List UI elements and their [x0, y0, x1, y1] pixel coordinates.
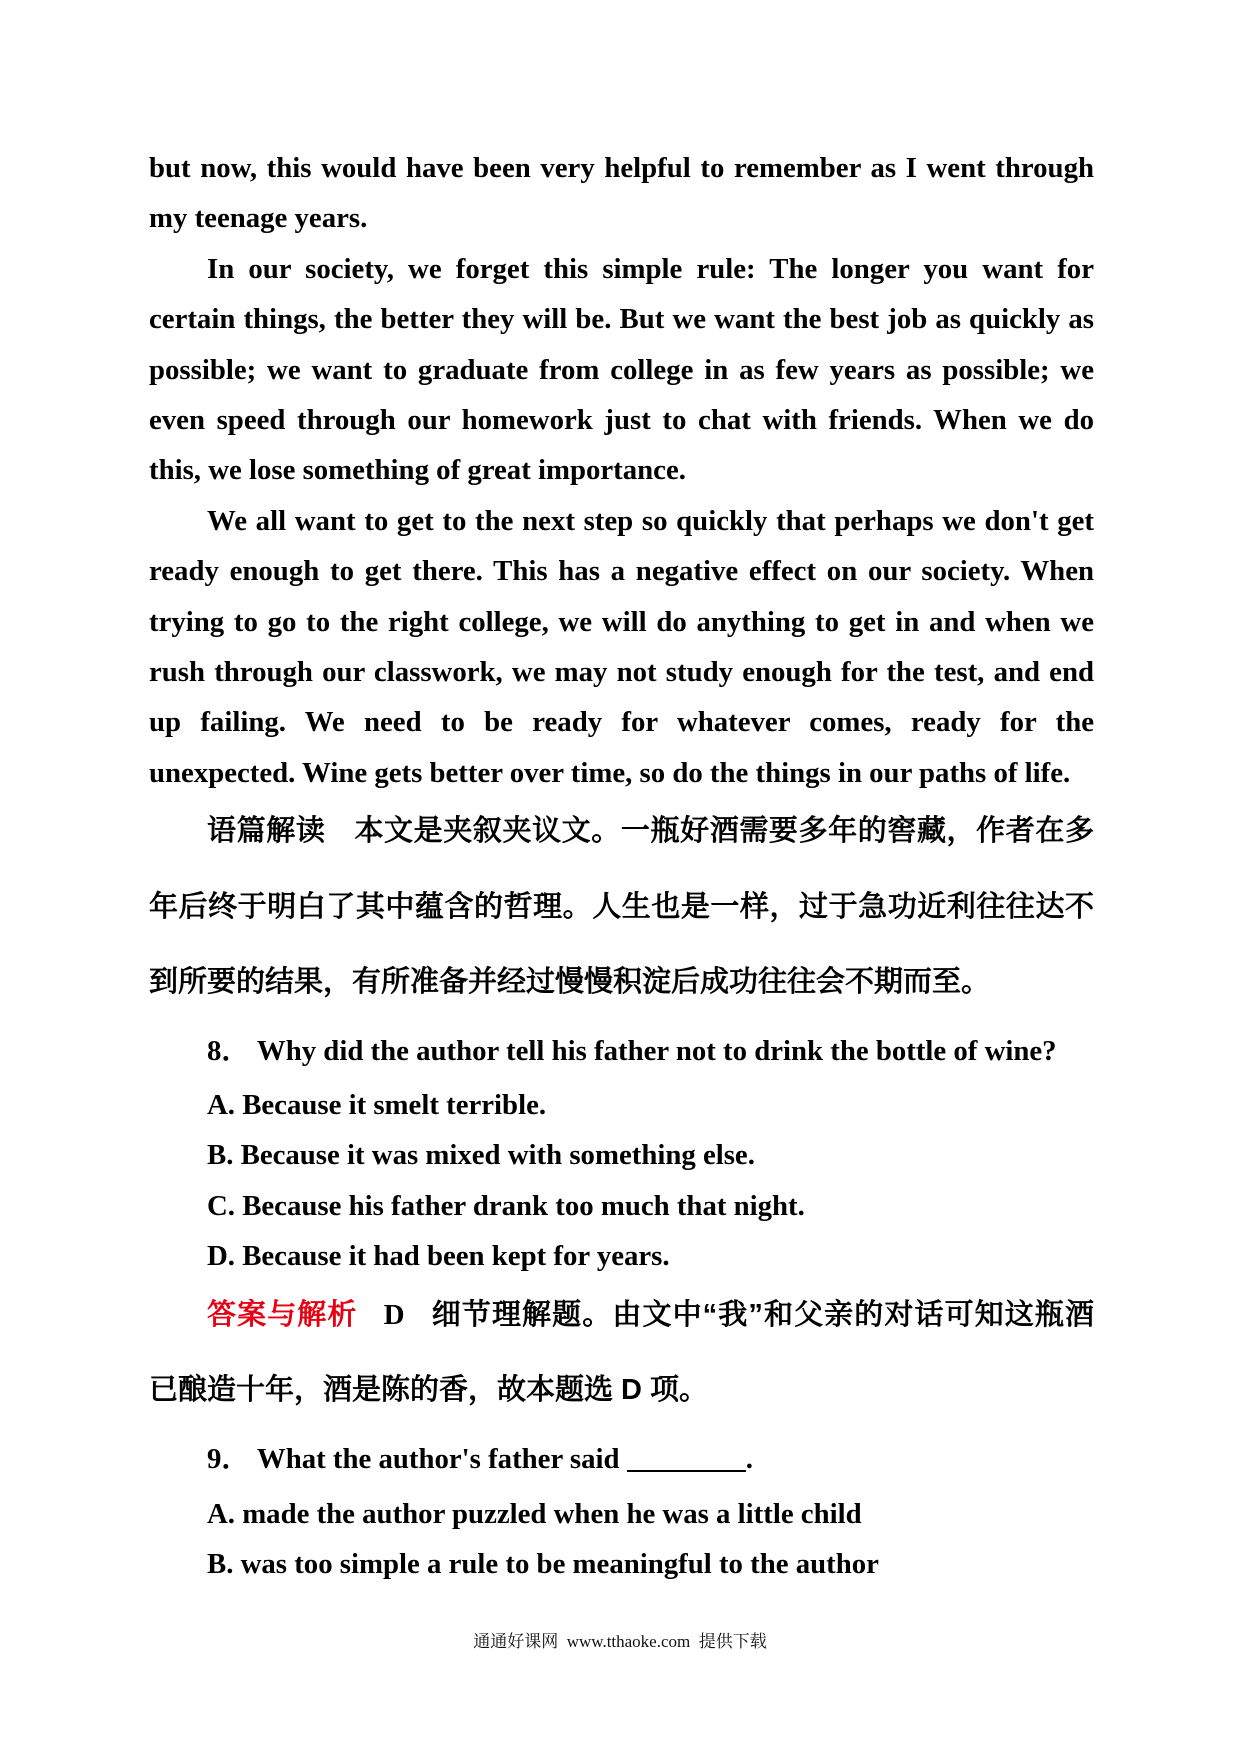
- answer-explanation: [149, 1278, 1094, 1428]
- passage-line: In our society, we forget this simple rule: The longer you want for: [207, 252, 1094, 285]
- question-9-stem: [149, 1434, 1094, 1484]
- passage-line: even speed through our homework just to chat with friends. When we do: [149, 404, 1094, 437]
- page-footer: 通通好课网 www.tthaoke.com 提供下载: [473, 1632, 767, 1651]
- question-number: 8．: [207, 1035, 251, 1067]
- question-8-options: [149, 1080, 1094, 1282]
- analysis-label: 语篇解读: [207, 815, 326, 847]
- passage-line: certain things, the better they will be. But we want the best job as quickly as: [149, 303, 1094, 336]
- option-b: B. was too simple a rule to be meaningful to the author: [207, 1548, 879, 1581]
- passage-line: up failing. We need to be ready for whatever comes, ready for the: [149, 706, 1094, 739]
- question-8-stem: [149, 1026, 1094, 1076]
- option-a: A. Because it smelt terrible.: [207, 1089, 547, 1121]
- question-stem: What the author's father said: [256, 1443, 620, 1475]
- passage-line: this, we lose something of great importance.: [149, 454, 686, 487]
- answer-label: 答案与解析: [207, 1299, 358, 1331]
- passage-line: rush through our classwork, we may not study enough for the test, and end: [149, 656, 1094, 689]
- passage-line: ready enough to get there. This has a negative effect on our society. When: [149, 555, 1094, 588]
- option-c: C. Because his father drank too much that night.: [207, 1189, 805, 1222]
- question-line: [149, 1434, 1094, 1484]
- analysis-line: 年后终于明白了其中蕴含的哲理。人生也是一样，过于急功近利往往达不: [149, 890, 1094, 923]
- question-9-options: [149, 1489, 1094, 1590]
- answer-key: D: [383, 1299, 405, 1331]
- option-b: B. Because it was mixed with something else.: [207, 1139, 755, 1172]
- stem-period: .: [745, 1443, 753, 1475]
- passage-line: unexpected. Wine gets better over time, so do the things in our paths of life.: [149, 756, 1071, 789]
- passage-paragraph: [149, 143, 1094, 244]
- analysis-text: 本文是夹叙夹议文。一瓶好酒需要多年的窖藏，作者在多: [354, 815, 1094, 847]
- answer-text: 细节理解题。由文中“我”和父亲的对话可知这瓶酒: [430, 1299, 1094, 1331]
- passage-paragraph: [149, 244, 1094, 496]
- analysis-line: [149, 794, 1094, 870]
- passage-line: We all want to get to the next step so quickly that perhaps we don't get: [207, 504, 1094, 537]
- passage-line: my teenage years.: [149, 202, 368, 235]
- answer-blank: [627, 1447, 746, 1472]
- analysis-line: 到所要的结果，有所准备并经过慢慢积淀后成功往往会不期而至。: [149, 966, 991, 999]
- reading-passage: [149, 143, 1094, 798]
- passage-line: but now, this would have been very helpful to remember as I went through: [149, 152, 1094, 184]
- passage-analysis: [149, 794, 1094, 1021]
- answer-line: 已酿造十年，酒是陈的香，故本题选 D 项。: [149, 1374, 709, 1406]
- question-stem: Why did the author tell his father not to drink the bottle of wine?: [256, 1035, 1057, 1067]
- question-number: 9．: [207, 1443, 251, 1475]
- passage-paragraph: [149, 496, 1094, 798]
- passage-line: possible; we want to graduate from college in as few years as possible; we: [149, 353, 1094, 386]
- option-d: D. Because it had been kept for years.: [207, 1240, 670, 1273]
- option-a: A. made the author puzzled when he was a little child: [207, 1498, 862, 1530]
- answer-line: [149, 1278, 1094, 1353]
- question-line: [149, 1026, 1094, 1076]
- passage-line: trying to go to the right college, we will do anything to get in and when we: [149, 605, 1094, 638]
